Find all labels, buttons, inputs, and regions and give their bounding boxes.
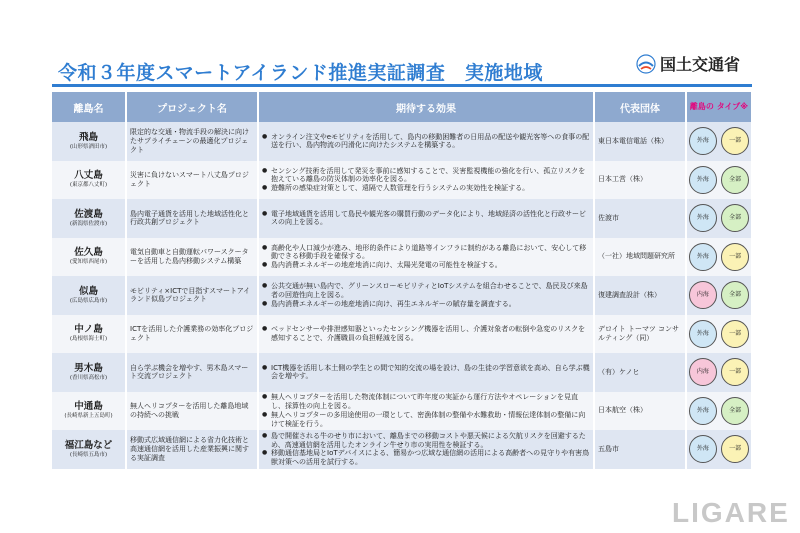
project-name: 災害に負けないスマート八丈島プロジェクト	[126, 161, 258, 200]
island-cell	[52, 276, 126, 315]
project-name: 自ら学ぶ機会を増やす、男木島スマート交流プロジェクト	[126, 353, 258, 392]
island-location: (島根県海士町)	[69, 336, 108, 343]
island-name: 佐渡島	[74, 208, 103, 220]
effect-item: ● ICT機器を活用し本土側の学生との間で知的交流の場を設け、島の生徒の学習意欲を高め、自ら学ぶ機会を増やす。	[262, 364, 590, 382]
effects-list	[262, 393, 590, 428]
island-cell	[52, 430, 126, 469]
organization: 五島市	[594, 430, 686, 469]
sea-type-badge: 外海	[689, 243, 717, 271]
organization: 日本航空（株）	[594, 392, 686, 431]
effects-cell	[258, 199, 594, 238]
table-header-row	[52, 92, 752, 122]
effect-item: ● 公共交通が無い島内で、グリーンスローモビリティとIoTシステムを組合わせることで、島民及び来島者の回遊性向上を図る。	[262, 282, 590, 300]
scope-type-badge: 一部	[721, 243, 749, 271]
effects-list	[262, 210, 590, 228]
island-location: (山形県酒田市)	[69, 143, 108, 150]
island-name: 飛島	[78, 131, 98, 143]
island-cell	[52, 392, 126, 431]
effects-list	[262, 282, 590, 308]
watermark: LIGARE	[672, 497, 790, 528]
project-name: 島内電子通貨を活用した地域活性化と行政共創プロジェクト	[126, 199, 258, 238]
sea-type-badge: 内海	[689, 281, 717, 309]
organization: 東日本電信電話（株）	[594, 122, 686, 161]
type-cell	[686, 199, 752, 238]
effects-list	[262, 244, 590, 270]
effect-item: ● ベッドセンサーや排泄感知器といったセンシング機器を活用し、介護対象者の転倒や急変のリスクを感知することで、介護職員の負担軽減を図る。	[262, 325, 590, 343]
scope-type-badge: 全部	[721, 281, 749, 309]
type-cell	[686, 315, 752, 354]
scope-type-badge: 一部	[721, 435, 749, 463]
header-org: 代表団体	[594, 92, 686, 122]
effects-cell	[258, 238, 594, 277]
table-row	[52, 122, 752, 161]
table-row	[52, 392, 752, 431]
scope-type-badge: 全部	[721, 166, 749, 194]
island-cell	[52, 315, 126, 354]
island-location: (広島県広島市)	[69, 297, 108, 304]
type-cell	[686, 238, 752, 277]
table-row	[52, 276, 752, 315]
island-name: 中通島	[74, 401, 103, 413]
effects-cell	[258, 122, 594, 161]
scope-type-badge: 全部	[721, 397, 749, 425]
project-name: 無人ヘリコプターを活用した離島地域の持続への挑戦	[126, 392, 258, 431]
island-cell	[52, 238, 126, 277]
island-name: 福江島など	[64, 439, 113, 451]
header-project: プロジェクト名	[126, 92, 258, 122]
table-row	[52, 353, 752, 392]
organization: 佐渡市	[594, 199, 686, 238]
effects-list	[262, 364, 590, 382]
effects-cell	[258, 276, 594, 315]
table-row	[52, 430, 752, 469]
island-location: (愛知県西尾市)	[69, 259, 108, 266]
island-cell	[52, 353, 126, 392]
table-row	[52, 199, 752, 238]
island-name: 似島	[78, 285, 98, 297]
sea-type-badge: 外海	[689, 435, 717, 463]
effect-item: ● 移動通信基地局とIoTデバイスによる、簡易かつ広域な通信網の活用による高齢者への見守りや有害鳥獣対策への活用を試行する。	[262, 449, 590, 467]
sea-type-badge: 外海	[689, 166, 717, 194]
sea-type-badge: 内海	[689, 358, 717, 386]
effect-item: ● 遊難所の感染症対策として、遠隔で人数管理を行うシステムの実効性を検証する。	[262, 184, 590, 193]
island-location: (香川県高松市)	[69, 374, 108, 381]
type-cell	[686, 392, 752, 431]
title-underline	[52, 84, 752, 87]
island-name: 男木島	[74, 362, 103, 374]
effect-item: ● 島内消費エネルギーの地産地消に向け、再生エネルギーの賦存量を調査する。	[262, 300, 590, 309]
island-name: 八丈島	[74, 170, 103, 182]
sea-type-badge: 外海	[689, 397, 717, 425]
table-row	[52, 161, 752, 200]
scope-type-badge: 全部	[721, 204, 749, 232]
project-name: 移動式広域通信網による省力化技術と高速通信網を活用した産業振興に関する実証調査	[126, 430, 258, 469]
effects-list	[262, 325, 590, 343]
type-cell	[686, 161, 752, 200]
organization: 復建調査設計（株）	[594, 276, 686, 315]
effect-item: ● 電子地域通貨を活用して島民や観光客の購買行動のデータ化により、地域経済の活性化と行政サービスの向上を図る。	[262, 210, 590, 228]
header-island: 離島名	[52, 92, 126, 122]
project-name: モビリティ×ICTで目指すスマートアイランド似島プロジェクト	[126, 276, 258, 315]
organization: （一社）地域問題研究所	[594, 238, 686, 277]
island-location: (長崎県五島市)	[69, 451, 108, 458]
island-name: 中ノ島	[74, 324, 103, 336]
island-cell	[52, 122, 126, 161]
type-cell	[686, 353, 752, 392]
effect-item: ● 無人ヘリコプターの多用途使用の一環として、密漁体制の整備や水難救助・情報伝達体制の整備に向けて検証を行う。	[262, 411, 590, 429]
mlit-logo	[636, 52, 740, 75]
organization: 日本工営（株）	[594, 161, 686, 200]
type-cell	[686, 430, 752, 469]
island-cell	[52, 199, 126, 238]
effect-item: ● センシング技術を活用して発災を事前に感知することで、災害監視機能の強化を行い、孤立リスクを抱えている離島の防災体制の効率化を図る。	[262, 167, 590, 185]
scope-type-badge: 一部	[721, 320, 749, 348]
effect-item: ● 無人ヘリコプターを活用した物流体制について昨年度の実証から運行方法やオペレーションを見直し、採算性の向上を図る。	[262, 393, 590, 411]
project-name: ICTを活用した介護業務の効率化プロジェクト	[126, 315, 258, 354]
type-cell	[686, 276, 752, 315]
organization: （有）ケノヒ	[594, 353, 686, 392]
header-effect: 期待する効果	[258, 92, 594, 122]
effects-list	[262, 432, 590, 467]
island-location: (長崎県新上五島町)	[64, 413, 113, 420]
scope-type-badge: 一部	[721, 358, 749, 386]
sea-type-badge: 外海	[689, 127, 717, 155]
mlit-logo-text: 国土交通省	[660, 55, 741, 74]
organization: デロイト トーマツ コンサルティング（同）	[594, 315, 686, 354]
island-name: 佐久島	[74, 247, 103, 259]
table-row	[52, 238, 752, 277]
project-name: 電気自動車と自動運転パワースクーターを活用した島内移動システム構築	[126, 238, 258, 277]
sea-type-badge: 外海	[689, 320, 717, 348]
effects-cell	[258, 392, 594, 431]
scope-type-badge: 一部	[721, 127, 749, 155]
effect-item: ● オンライン注文やeモビリティを活用して、島内の移動困難者の日用品の配送や観光客等への食事の配送を行い、島内物流の円滑化に向けたシステムを構築する。	[262, 133, 590, 151]
effects-cell	[258, 353, 594, 392]
effects-cell	[258, 430, 594, 469]
mlit-logo-icon	[636, 54, 656, 74]
effect-item: ● 高齢化や人口減少が進み、地形的条件により道路等インフラに制約がある離島において、安心して移動できる移動手段を確保する。	[262, 244, 590, 262]
effects-list	[262, 133, 590, 151]
table-row	[52, 315, 752, 354]
project-name: 限定的な交通・物流手段の解決に向けたサプライチェーンの最適化プロジェクト	[126, 122, 258, 161]
sea-type-badge: 外海	[689, 204, 717, 232]
effect-item: ● 島で開催される牛のせり市において、離島までの移動コストや悪天候による欠航リスクを回避するため、高速通信網を活用したオンライン牛せり市の実用性を検証する。	[262, 432, 590, 450]
header-type: 離島の タイプ※	[686, 92, 752, 122]
effects-cell	[258, 161, 594, 200]
effects-list	[262, 167, 590, 193]
page-title: 令和３年度スマートアイランド推進実証調査 実施地域	[58, 62, 543, 84]
island-location: (東京都八丈町)	[69, 182, 108, 189]
type-cell	[686, 122, 752, 161]
effects-cell	[258, 315, 594, 354]
regions-table	[52, 92, 753, 469]
island-location: (新潟県佐渡市)	[69, 220, 108, 227]
effect-item: ● 島内消費エネルギーの地産地消に向け、太陽光発電の可能性を検証する。	[262, 261, 590, 270]
island-cell	[52, 161, 126, 200]
